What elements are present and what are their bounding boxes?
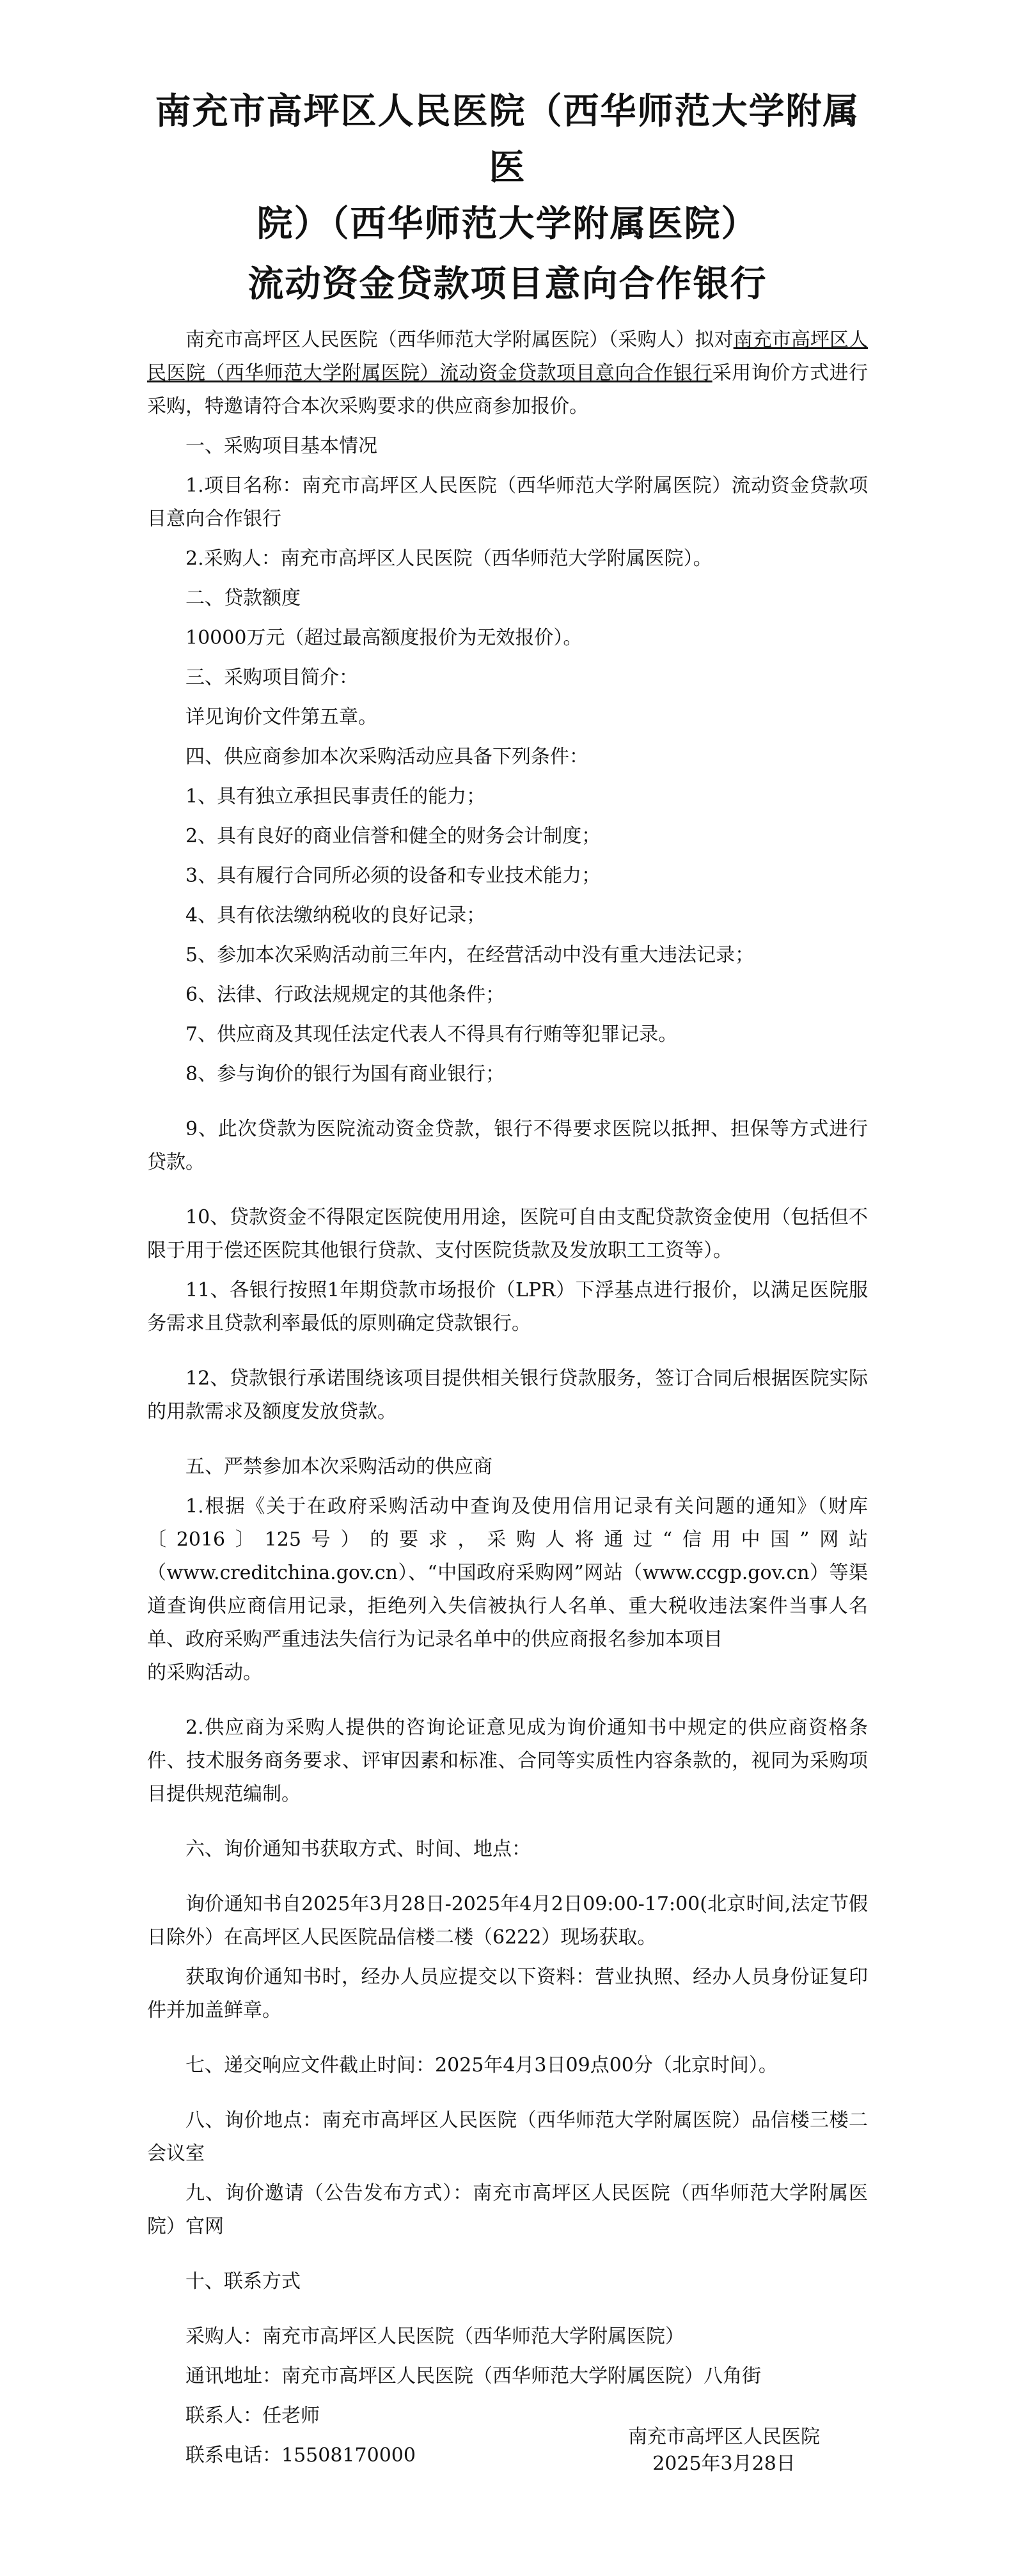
section-2-heading: 二、贷款额度 [185, 587, 301, 609]
condition-10: 10、贷款资金不得限定医院使用用途，医院可自由支配贷款资金使用（包括但不限于用于偿还医院其他银行贷款、支付医院货款及发放职工工资等）。 [147, 1206, 868, 1262]
title-line-1: 南充市高坪区人民医院（西华师范大学附属医 [155, 90, 860, 189]
condition-12: 12、贷款银行承诺围绕该项目提供相关银行贷款服务，签订合同后根据医院实际的用款需求及额度发放贷款。 [147, 1367, 868, 1423]
condition-3: 3、具有履行合同所必须的设备和专业技术能力； [185, 865, 601, 887]
condition-6: 6、法律、行政法规规定的其他条件； [185, 984, 505, 1006]
contact-address: 通讯地址：南充市高坪区人民医院（西华师范大学附属医院）八角街 [185, 2365, 761, 2387]
section-5-heading: 五、严禁参加本次采购活动的供应商 [185, 1456, 492, 1478]
section-1-item-1: 1.项目名称：南充市高坪区人民医院（西华师范大学附属医院）流动资金贷款项目意向合作银行 [147, 475, 868, 530]
title-line-2: 院）（西华师范大学附属医院） [256, 203, 759, 245]
condition-1: 1、具有独立承担民事责任的能力； [185, 785, 486, 808]
section-7: 七、递交响应文件截止时间：2025年4月3日09点00分（北京时间）。 [185, 2054, 778, 2077]
section-6-text-2: 获取询价通知书时，经办人员应提交以下资料：营业执照、经办人员身份证复印件并加盖鲜章。 [147, 1966, 868, 2022]
section-2-text: 10000万元（超过最高额度报价为无效报价）。 [185, 627, 583, 649]
section-1-heading: 一、采购项目基本情况 [185, 435, 377, 457]
condition-4: 4、具有依法缴纳税收的良好记录； [185, 904, 486, 927]
section-5-item-1-tail: 的采购活动。 [147, 1661, 262, 1684]
condition-8: 8、参与询价的银行为国有商业银行； [185, 1063, 505, 1085]
intro-text-b: 采用询价方式进行采购，特邀请符合本次采购要求的供应商参加报价。 [147, 362, 869, 418]
section-6-text-1: 询价通知书自2025年3月28日-2025年4月2日09:00-17:00(北京时间,法定节假日除外）在高坪区人民医院品信楼二楼（6222）现场获取。 [147, 1893, 868, 1949]
section-5-item-1: 1.根据《关于在政府采购活动中查询及使用信用记录有关问题的通知》（财库〔2016〕125号）的要求，采购人将通过“信用中国”网站（www.creditchina.gov.cn）、“中国政府采购网”网站（www.ccgp.gov.cn）等渠道查询供应商信用记录，拒绝列入失信被执行人名单、重大税收违法案件当事人名单、政府采购严重违法失信行为记录名单中的供应商报名参加本项目 [147, 1495, 868, 1651]
section-4-heading: 四、供应商参加本次采购活动应具备下列条件： [185, 746, 588, 768]
section-6-heading: 六、询价通知书获取方式、时间、地点： [185, 1838, 531, 1860]
condition-7: 7、供应商及其现任法定代表人不得具有行贿等犯罪记录。 [185, 1023, 678, 1046]
section-3-heading: 三、采购项目简介： [185, 666, 358, 689]
contact-purchaser: 采购人：南充市高坪区人民医院（西华师范大学附属医院） [185, 2325, 684, 2348]
section-10-heading: 十、联系方式 [185, 2270, 301, 2293]
intro-project-name: 南充市高坪区人民医院（西华师范大学附属医院）流动资金贷款项目意向合作银行 [147, 329, 868, 384]
section-1-item-2: 2.采购人：南充市高坪区人民医院（西华师范大学附属医院）。 [185, 547, 712, 570]
title-line-3: 流动资金贷款项目意向合作银行 [248, 263, 767, 305]
condition-9: 9、此次贷款为医院流动资金贷款，银行不得要求医院以抵押、担保等方式进行贷款。 [147, 1118, 868, 1174]
condition-11: 11、各银行按照1年期贷款市场报价（LPR）下浮基点进行报价，以满足医院服务需求且贷款利率最低的原则确定贷款银行。 [147, 1279, 868, 1335]
signature-block [628, 2424, 820, 2478]
section-8: 八、询价地点：南充市高坪区人民医院（西华师范大学附属医院）品信楼三楼二会议室 [147, 2109, 868, 2165]
signature-date: 2025年3月28日 [652, 2453, 796, 2475]
condition-5: 5、参加本次采购活动前三年内，在经营活动中没有重大违法记录； [185, 944, 755, 966]
contact-phone: 联系电话：15508170000 [185, 2444, 416, 2467]
contact-person: 联系人：任老师 [185, 2405, 320, 2427]
signature-org: 南充市高坪区人民医院 [628, 2426, 820, 2448]
intro-text-a: 南充市高坪区人民医院（西华师范大学附属医院）（采购人）拟对 [185, 329, 734, 351]
condition-2: 2、具有良好的商业信誉和健全的财务会计制度； [185, 825, 601, 847]
intro-paragraph [147, 324, 868, 423]
section-3-text: 详见询价文件第五章。 [185, 706, 377, 728]
section-5-item-2: 2.供应商为采购人提供的咨询论证意见成为询价通知书中规定的供应商资格条件、技术服务商务要求、评审因素和标准、合同等实质性内容条款的，视同为采购项目提供规范编制。 [147, 1716, 868, 1805]
section-9: 九、询价邀请（公告发布方式）：南充市高坪区人民医院（西华师范大学附属医院）官网 [147, 2182, 868, 2238]
